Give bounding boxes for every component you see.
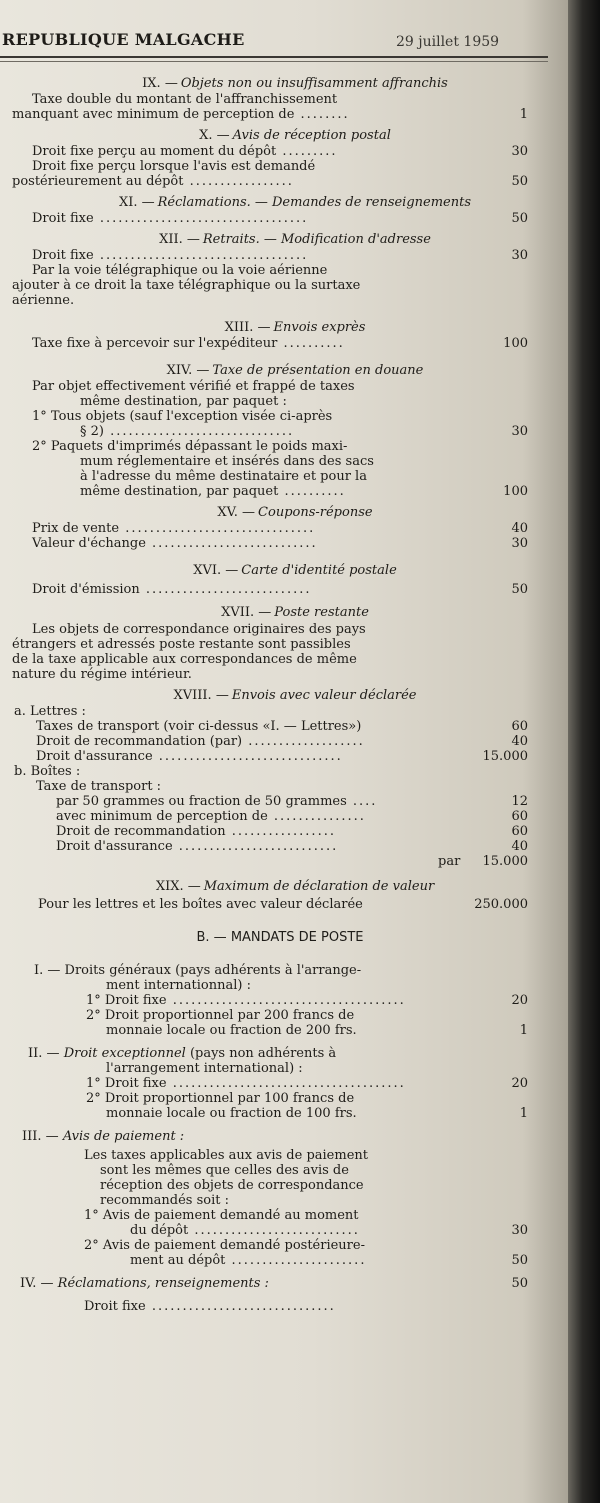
tariff-line: Valeur d'échange ........................... 30 — [32, 536, 528, 551]
tariff-line: ment au dépôt ...................... 50 — [130, 1253, 528, 1268]
section-heading: XIV. — Taxe de présentation en douane — [166, 363, 424, 378]
section-heading: XVIII. — Envois avec valeur déclarée — [173, 688, 417, 703]
text-line: l'arrangement international) : — [106, 1061, 303, 1076]
tariff-line: Taxes de transport (voir ci-dessus «I. — Lettres») 60 — [36, 719, 528, 734]
tariff-line: manquant avec minimum de perception de ........ 1 — [12, 107, 528, 122]
text-line: b. Boîtes : — [14, 764, 81, 779]
section-heading: X. — Avis de réception postal — [199, 128, 391, 143]
tariff-line: monnaie locale ou fraction de 200 frs. 1 — [106, 1023, 528, 1038]
tariff-line: 1° Droit fixe ...................................... 20 — [86, 993, 528, 1008]
tariff-content — [0, 70, 560, 1314]
text-line: 2° Paquets d'imprimés dépassant le poids maxi- — [32, 439, 348, 454]
tariff-line: Droit de recommandation ................. 60 — [56, 824, 528, 839]
text-line: même destination, par paquet : — [80, 394, 287, 409]
subsection-heading: I. — Droits généraux (pays adhérents à l'arrange- — [34, 963, 362, 978]
text-line: Taxe de transport : — [36, 779, 162, 794]
section-heading: XIX. — Maximum de déclaration de valeur — [155, 879, 435, 894]
tariff-line: du dépôt ........................... 30 — [130, 1223, 528, 1238]
text-line: étrangers et adressés poste restante sont passibles — [12, 637, 351, 652]
header-title: REPUBLIQUE MALGACHE — [2, 30, 245, 49]
book-spine-shadow — [568, 0, 600, 1503]
tariff-line: par 15.000 — [438, 854, 528, 869]
text-line: ajouter à ce droit la taxe télégraphique ou la surtaxe — [12, 278, 361, 293]
tariff-line: Droit fixe .................................. 30 — [32, 248, 528, 263]
tariff-line: par 50 grammes ou fraction de 50 grammes .... 12 — [56, 794, 528, 809]
tariff-line: Droit d'assurance .............................. 15.000 — [36, 749, 528, 764]
tariff-line: Prix de vente ............................... 40 — [32, 521, 528, 536]
tariff-line: postérieurement au dépôt ................. 50 — [12, 174, 528, 189]
section-heading: IX. — Objets non ou insuffisamment affranchis — [142, 76, 448, 91]
text-line: mum réglementaire et insérés dans des sacs — [80, 454, 374, 469]
text-line: 2° Avis de paiement demandé postérieure- — [84, 1238, 365, 1253]
text-line: sont les mêmes que celles des avis de — [100, 1163, 349, 1178]
tariff-line: Droit d'émission ........................... 50 — [32, 582, 528, 597]
text-line: Droit fixe perçu lorsque l'avis est demandé — [32, 159, 316, 174]
text-line: Les taxes applicables aux avis de paiement — [84, 1148, 368, 1163]
section-heading: XII. — Retraits. — Modification d'adresse — [159, 232, 431, 247]
text-line: 1° Tous objets (sauf l'exception visée ci-après — [32, 409, 333, 424]
text-line: Taxe double du montant de l'affranchissement — [32, 92, 338, 107]
subsection-heading: II. — Droit exceptionnel (pays non adhérents à — [28, 1046, 337, 1061]
tariff-line: Droit de recommandation (par) ................... 40 — [36, 734, 528, 749]
text-line: recommandés soit : — [100, 1193, 230, 1208]
text-line: a. Lettres : — [14, 704, 86, 719]
part-b-title: B. — MANDATS DE POSTE — [196, 930, 364, 945]
section-heading: XIII. — Envois exprès — [224, 320, 366, 335]
text-line: Par la voie télégraphique ou la voie aérienne — [32, 263, 328, 278]
tariff-line: Droit fixe .................................. 50 — [32, 211, 528, 226]
section-heading: XV. — Coupons-réponse — [217, 505, 373, 520]
tariff-line: Droit fixe .............................. — [84, 1299, 336, 1314]
text-line: à l'adresse du même destinataire et pour la — [80, 469, 367, 484]
header-rule-thin — [0, 61, 548, 62]
tariff-line: même destination, par paquet .......... 100 — [80, 484, 528, 499]
text-line: 2° Droit proportionnel par 200 francs de — [86, 1008, 355, 1023]
tariff-line: monnaie locale ou fraction de 100 frs. 1 — [106, 1106, 528, 1121]
tariff-line: Droit d'assurance .......................... 40 — [56, 839, 528, 854]
text-line: Par objet effectivement vérifié et frappé de taxes — [32, 379, 355, 394]
tariff-line: avec minimum de perception de ............... 60 — [56, 809, 528, 824]
tariff-line: Droit fixe perçu au moment du dépôt ......... 30 — [32, 144, 528, 159]
text-line: aérienne. — [12, 293, 75, 308]
text-line: réception des objets de correspondance — [100, 1178, 364, 1193]
text-line: Les objets de correspondance originaires des pays — [32, 622, 366, 637]
page-header — [0, 30, 540, 52]
tariff-line: Pour les lettres et les boîtes avec valeur déclarée 250.000 — [38, 897, 528, 912]
text-line: ment internationnal) : — [106, 978, 251, 993]
header-date: 29 juillet 1959 — [396, 34, 500, 50]
text-line: 1° Avis de paiement demandé au moment — [84, 1208, 359, 1223]
tariff-line: Taxe fixe à percevoir sur l'expéditeur .......... 100 — [32, 336, 528, 351]
text-line: nature du régime intérieur. — [12, 667, 192, 682]
tariff-line: 1° Droit fixe ...................................... 20 — [86, 1076, 528, 1091]
section-heading: XVI. — Carte d'identité postale — [193, 563, 397, 578]
section-heading: XI. — Réclamations. — Demandes de renseignements — [118, 195, 472, 210]
subsection-heading: III. — Avis de paiement : — [22, 1129, 185, 1144]
subsection-heading: IV. — Réclamations, renseignements : 50 — [20, 1276, 528, 1291]
header-rule — [0, 56, 548, 58]
tariff-line: § 2) .............................. 30 — [80, 424, 528, 439]
text-line: 2° Droit proportionnel par 100 francs de — [86, 1091, 355, 1106]
text-line: de la taxe applicable aux correspondances de même — [12, 652, 357, 667]
section-heading: XVII. — Poste restante — [221, 605, 369, 620]
